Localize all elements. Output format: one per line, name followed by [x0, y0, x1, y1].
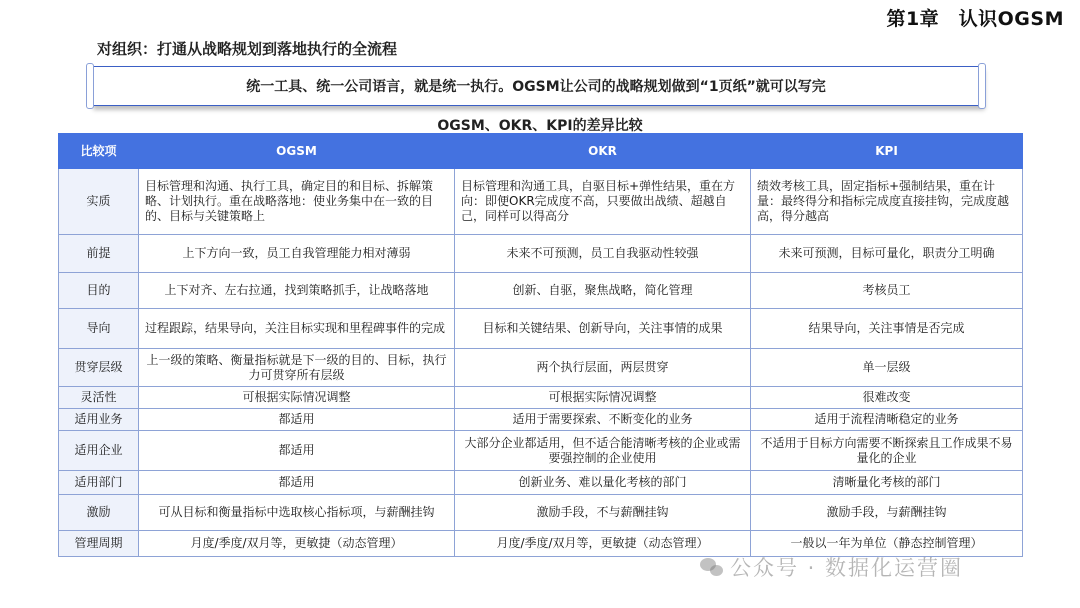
cell-okr: 创新、自驱，聚焦战略，简化管理 — [455, 273, 751, 309]
wechat-icon — [700, 556, 724, 578]
row-label: 前提 — [59, 235, 139, 273]
row-label: 适用企业 — [59, 431, 139, 471]
table-row — [59, 471, 1023, 495]
cell-okr: 激励手段，不与薪酬挂钩 — [455, 495, 751, 531]
table-row — [59, 349, 1023, 387]
row-label: 导向 — [59, 309, 139, 349]
cell-kpi: 结果导向，关注事情是否完成 — [751, 309, 1023, 349]
table-title: OGSM、OKR、KPI的差异比较 — [437, 118, 643, 134]
cell-ogsm: 上一级的策略、衡量指标就是下一级的目的、目标，执行力可贯穿所有层级 — [139, 349, 455, 387]
table-row — [59, 431, 1023, 471]
cell-ogsm: 可从目标和衡量指标中选取核心指标项，与薪酬挂钩 — [139, 495, 455, 531]
row-label: 管理周期 — [59, 531, 139, 557]
cell-ogsm: 可根据实际情况调整 — [139, 387, 455, 409]
cell-ogsm: 都适用 — [139, 431, 455, 471]
cell-kpi: 激励手段，与薪酬挂钩 — [751, 495, 1023, 531]
banner-text: 统一工具、统一公司语言，就是统一执行。OGSM让公司的战略规划做到“1页纸”就可以写完 — [246, 79, 826, 95]
banner — [90, 66, 982, 106]
table-row — [59, 309, 1023, 349]
cell-ogsm: 过程跟踪，结果导向，关注目标实现和里程碑事件的完成 — [139, 309, 455, 349]
cell-okr: 可根据实际情况调整 — [455, 387, 751, 409]
banner-curl-left — [86, 63, 94, 109]
cell-okr: 创新业务、难以量化考核的部门 — [455, 471, 751, 495]
banner-curl-right — [978, 63, 986, 109]
cell-okr: 未来不可预测，员工自我驱动性较强 — [455, 235, 751, 273]
row-label: 灵活性 — [59, 387, 139, 409]
cell-ogsm: 上下方向一致，员工自我管理能力相对薄弱 — [139, 235, 455, 273]
cell-okr: 两个执行层面，两层贯穿 — [455, 349, 751, 387]
comparison-table — [58, 133, 1023, 557]
header-compare-item: 比较项 — [59, 134, 139, 169]
row-label: 适用业务 — [59, 409, 139, 431]
cell-ogsm: 都适用 — [139, 409, 455, 431]
table-row — [59, 495, 1023, 531]
page-subtitle: 对组织：打通从战略规划到落地执行的全流程 — [97, 40, 398, 58]
chapter-title: 第1章 认识OGSM — [886, 8, 1064, 30]
row-label: 贯穿层级 — [59, 349, 139, 387]
cell-ogsm: 上下对齐、左右拉通，找到策略抓手，让战略落地 — [139, 273, 455, 309]
row-label: 激励 — [59, 495, 139, 531]
row-label: 适用部门 — [59, 471, 139, 495]
table-row — [59, 273, 1023, 309]
table-row — [59, 235, 1023, 273]
header-okr: OKR — [455, 134, 751, 169]
cell-ogsm: 月度/季度/双月等，更敏捷（动态管理） — [139, 531, 455, 557]
table-header-row — [59, 134, 1023, 169]
cell-ogsm: 都适用 — [139, 471, 455, 495]
header-kpi: KPI — [751, 134, 1023, 169]
cell-kpi: 绩效考核工具，固定指标+强制结果，重在计量：最终得分和指标完成度直接挂钩，完成度越高，得分越高 — [751, 169, 1023, 235]
cell-kpi: 考核员工 — [751, 273, 1023, 309]
cell-ogsm: 目标管理和沟通、执行工具，确定目的和目标、拆解策略、计划执行。重在战略落地：使业务集中在一致的目的、目标与关键策略上 — [139, 169, 455, 235]
table-row — [59, 387, 1023, 409]
cell-kpi: 未来可预测，目标可量化，职责分工明确 — [751, 235, 1023, 273]
cell-kpi: 很难改变 — [751, 387, 1023, 409]
cell-kpi: 单一层级 — [751, 349, 1023, 387]
watermark-text: 公众号 · 数据化运营圈 — [730, 556, 964, 580]
row-label: 实质 — [59, 169, 139, 235]
watermark — [700, 552, 963, 582]
cell-okr: 目标和关键结果、创新导向，关注事情的成果 — [455, 309, 751, 349]
header-ogsm: OGSM — [139, 134, 455, 169]
cell-okr: 目标管理和沟通工具，自驱目标+弹性结果，重在方向：即便OKR完成度不高，只要做出战绩、超越自己，同样可以得高分 — [455, 169, 751, 235]
cell-kpi: 适用于流程清晰稳定的业务 — [751, 409, 1023, 431]
table-row — [59, 409, 1023, 431]
row-label: 目的 — [59, 273, 139, 309]
cell-okr: 大部分企业都适用，但不适合能清晰考核的企业或需要强控制的企业使用 — [455, 431, 751, 471]
cell-kpi: 清晰量化考核的部门 — [751, 471, 1023, 495]
cell-okr: 月度/季度/双月等，更敏捷（动态管理） — [455, 531, 751, 557]
cell-kpi: 一般以一年为单位（静态控制管理） — [751, 531, 1023, 557]
cell-okr: 适用于需要探索、不断变化的业务 — [455, 409, 751, 431]
cell-kpi: 不适用于目标方向需要不断探索且工作成果不易量化的企业 — [751, 431, 1023, 471]
table-row — [59, 169, 1023, 235]
